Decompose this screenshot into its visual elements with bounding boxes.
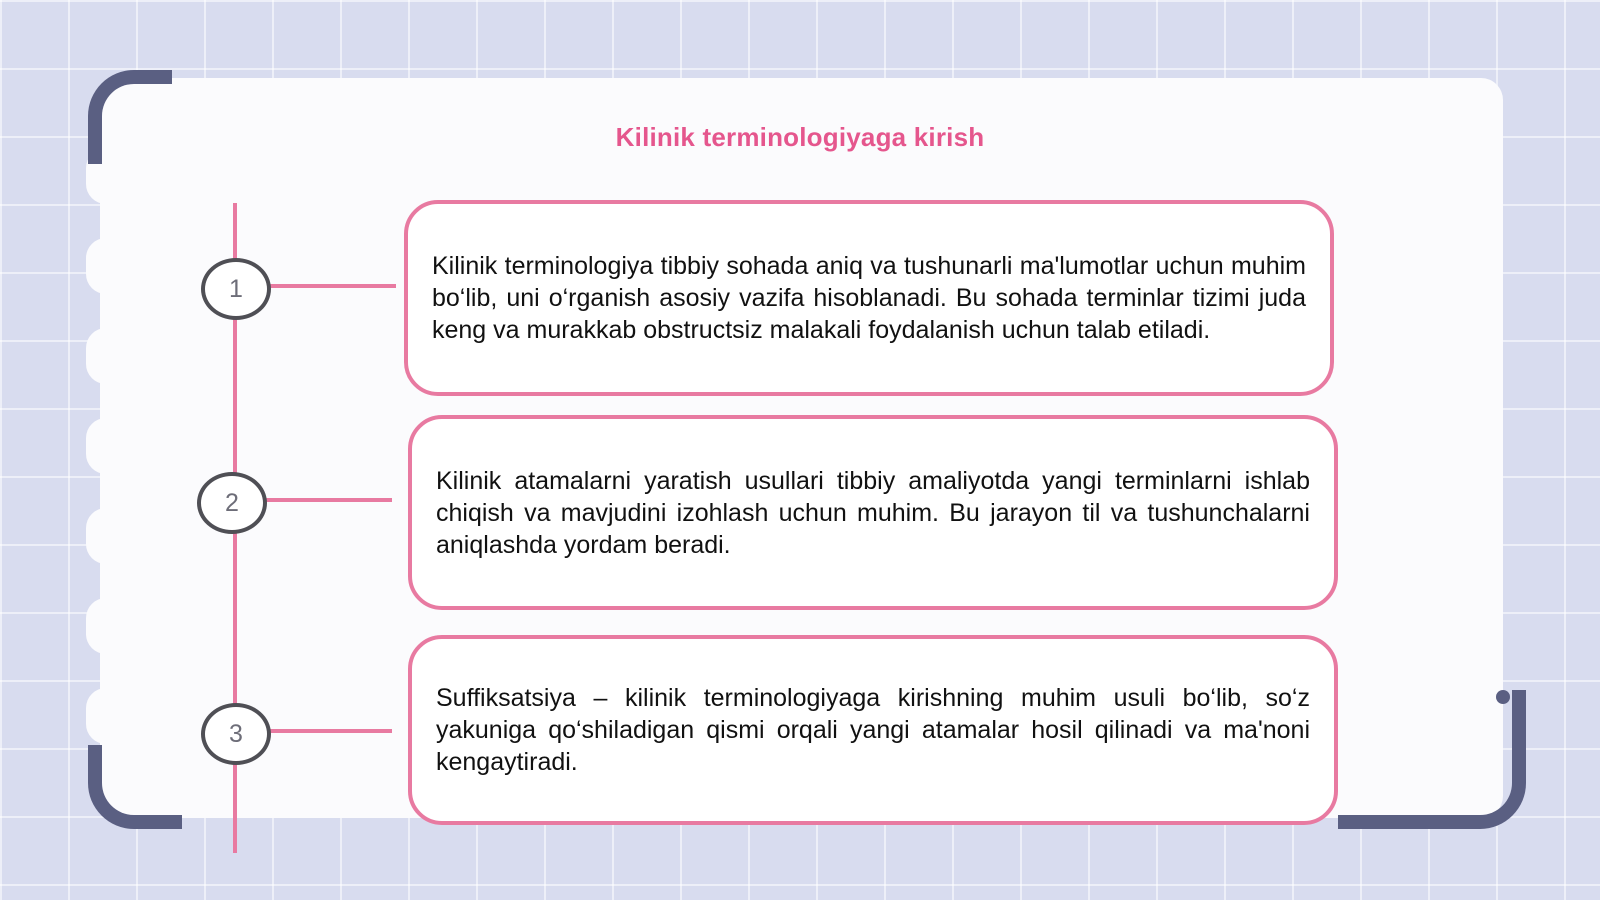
- card-text: Suffiksatsiya – kilinik terminologiyaga kirishning muhim usuli bo‘lib, so‘z yakuniga qo‘shiladigan qismi orqali yangi atamalar hosil qilinadi va ma'noni kengaytiradi.: [436, 684, 1310, 776]
- slide-title: Kilinik terminologiyaga kirish: [615, 122, 985, 152]
- frame-corner-bottom-left: [88, 745, 182, 829]
- paper-torn-edge: [86, 418, 126, 474]
- paper-torn-edge: [86, 328, 126, 384]
- timeline-connector-2: [262, 498, 392, 502]
- timeline-marker-3: [201, 703, 271, 765]
- timeline-marker-2: [197, 472, 267, 534]
- timeline-marker-1: [201, 258, 271, 320]
- frame-corner-top-left: [88, 70, 172, 164]
- frame-corner-cap: [1496, 690, 1510, 704]
- frame-corner-bottom-right: [1338, 690, 1526, 829]
- card-text: Kilinik terminologiya tibbiy sohada aniq va tushunarli ma'lumotlar uchun muhim bo‘lib, uni o‘rganish asosiy vazifa hisoblanadi. Bu sohada terminlar tizimi juda keng va murakkab obstructsiz malakali foydalanish uchun talab etiladi.: [432, 252, 1306, 344]
- paper-torn-edge: [86, 688, 126, 744]
- paper-torn-edge: [86, 598, 126, 654]
- content-card-3: [408, 635, 1338, 825]
- content-card-1: [404, 200, 1334, 396]
- paper-torn-edge: [86, 238, 126, 294]
- marker-number: 1: [229, 274, 243, 303]
- card-text: Kilinik atamalarni yaratish usullari tibbiy amaliyotda yangi terminlarni ishlab chiqish va mavjudini izohlash uchun muhim. Bu jarayon til va tushunchalarni aniqlashda yordam beradi.: [436, 466, 1310, 559]
- marker-number: 2: [225, 488, 239, 517]
- content-card-2: [408, 415, 1338, 610]
- timeline-connector-3: [266, 729, 392, 733]
- paper-torn-edge: [86, 508, 126, 564]
- marker-number: 3: [229, 719, 243, 748]
- timeline-connector-1: [266, 284, 396, 288]
